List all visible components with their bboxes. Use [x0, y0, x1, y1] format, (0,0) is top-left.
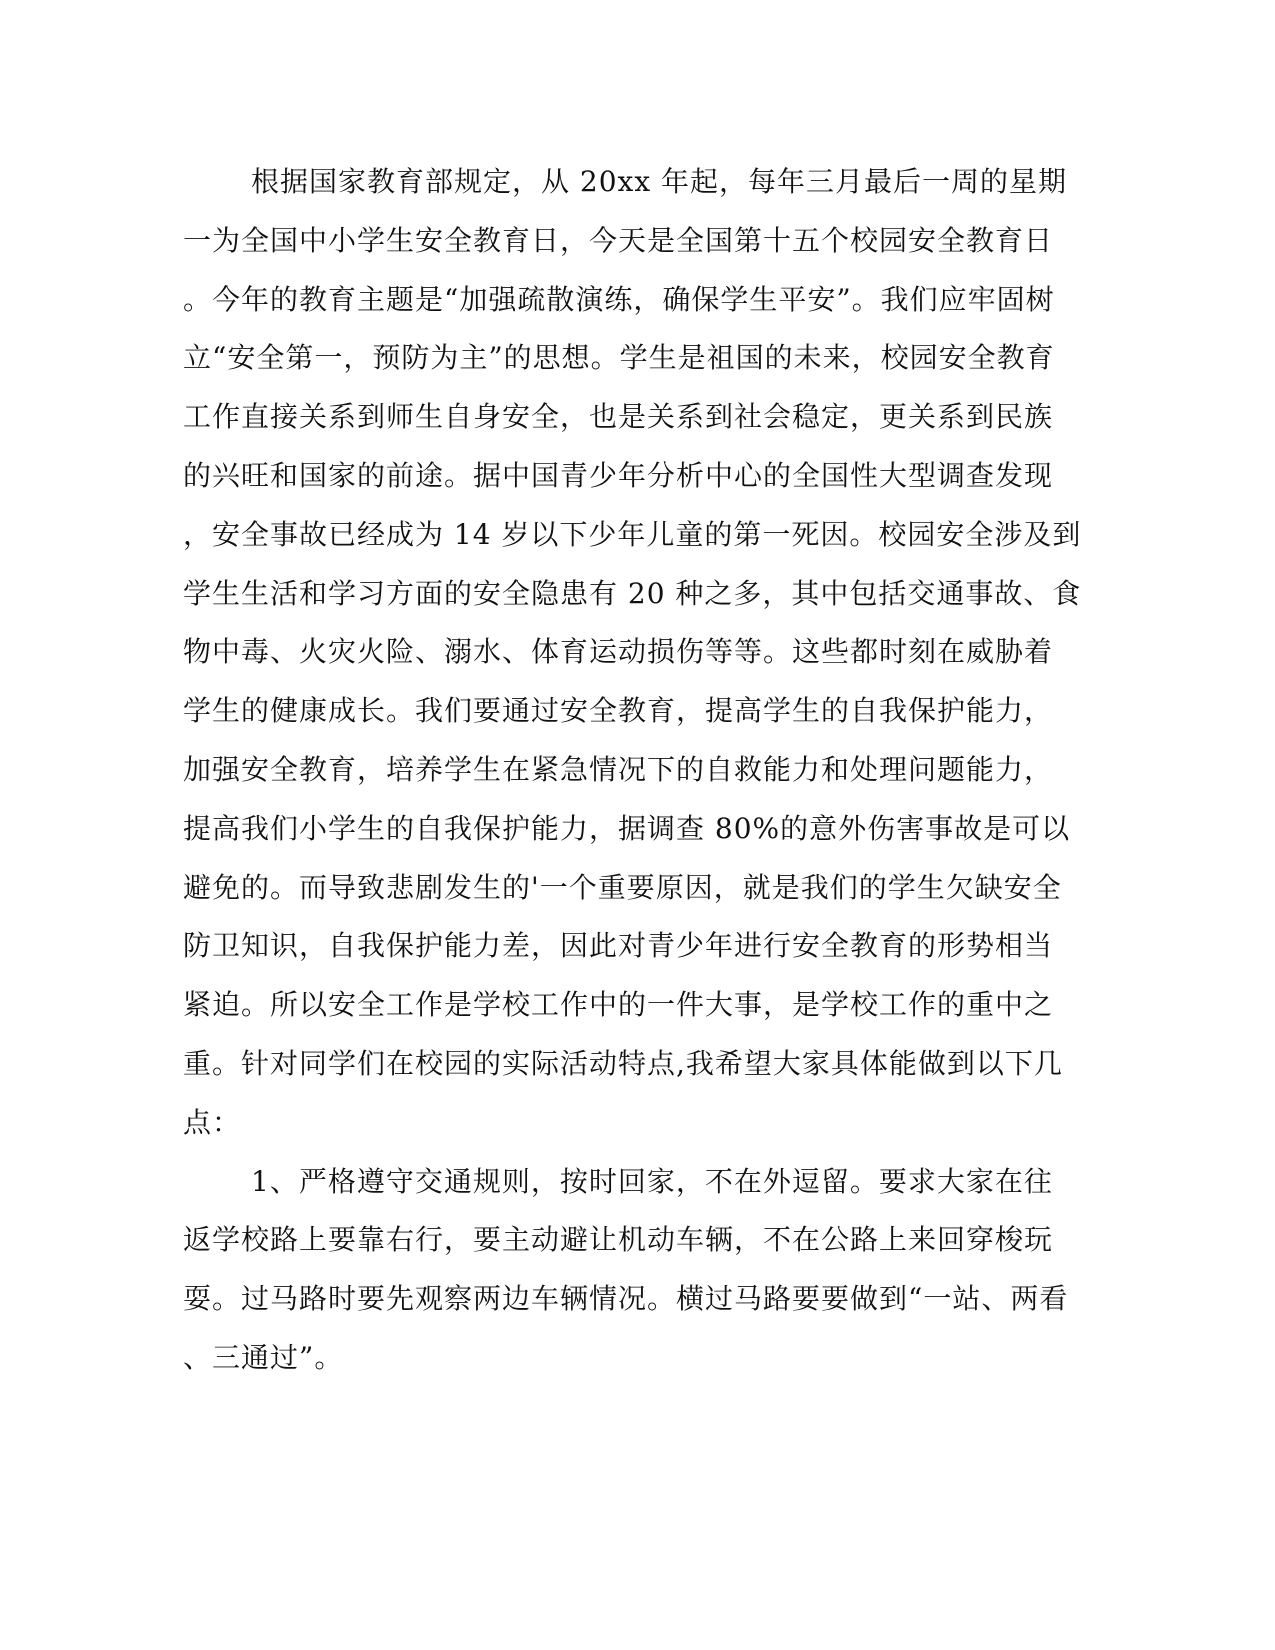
text-line: 防卫知识，自我保护能力差，因此对青少年进行安全教育的形势相当 [183, 929, 1054, 963]
text-line: 物中毒、火灾火险、溺水、体育运动损伤等等。这些都时刻在威胁着 [183, 635, 1054, 669]
paragraph-intro [183, 160, 1082, 1160]
text-line: 加强安全教育，培养学生在紧急情况下的自救能力和处理问题能力， [183, 752, 1054, 786]
text-line: 、三通过”。 [183, 1340, 344, 1374]
text-line: 立“安全第一，预防为主”的思想。学生是祖国的未来，校园安全教育 [183, 341, 1055, 375]
text-line: 紧迫。所以安全工作是学校工作中的一件大事，是学校工作的重中之 [183, 988, 1054, 1022]
text-line: 的兴旺和国家的前途。据中国青少年分析中心的全国性大型调查发现 [183, 458, 1054, 492]
text-line: 耍。过马路时要先观察两边车辆情况。横过马路要要做到“一站、两看 [183, 1282, 1069, 1316]
document-body [183, 160, 1082, 1395]
text-line: 点： [183, 1105, 242, 1139]
text-line: 一为全国中小学生安全教育日，今天是全国第十五个校园安全教育日 [183, 223, 1054, 257]
text-line: 学生的健康成长。我们要通过安全教育，提高学生的自我保护能力， [183, 694, 1054, 728]
text-line: 。今年的教育主题是“加强疏散演练，确保学生平安”。我们应牢固树 [183, 282, 1055, 316]
text-line: ，安全事故已经成为 14 岁以下少年儿童的第一死因。校园安全涉及到 [183, 517, 1082, 551]
text-line: 提高我们小学生的自我保护能力，据调查 80%的意外伤害事故是可以 [183, 811, 1071, 845]
text-line: 返学校路上要靠右行，要主动避让机动车辆，不在公路上来回穿梭玩 [183, 1223, 1054, 1257]
paragraph-traffic-rules [183, 1160, 1069, 1395]
text-line: 学生生活和学习方面的安全隐患有 20 种之多，其中包括交通事故、食 [183, 576, 1082, 610]
text-line: 重。针对同学们在校园的实际活动特点,我希望大家具体能做到以下几 [183, 1046, 1063, 1080]
text-line: 根据国家教育部规定，从 20xx 年起，每年三月最后一周的星期 [251, 165, 1068, 198]
text-line: 1、严格遵守交通规则，按时回家，不在外逗留。要求大家在往 [251, 1164, 1053, 1198]
text-line: 工作直接关系到师生自身安全，也是关系到社会稳定，更关系到民族 [183, 400, 1054, 434]
text-line: 避免的。而导致悲剧发生的'一个重要原因，就是我们的学生欠缺安全 [183, 870, 1062, 904]
